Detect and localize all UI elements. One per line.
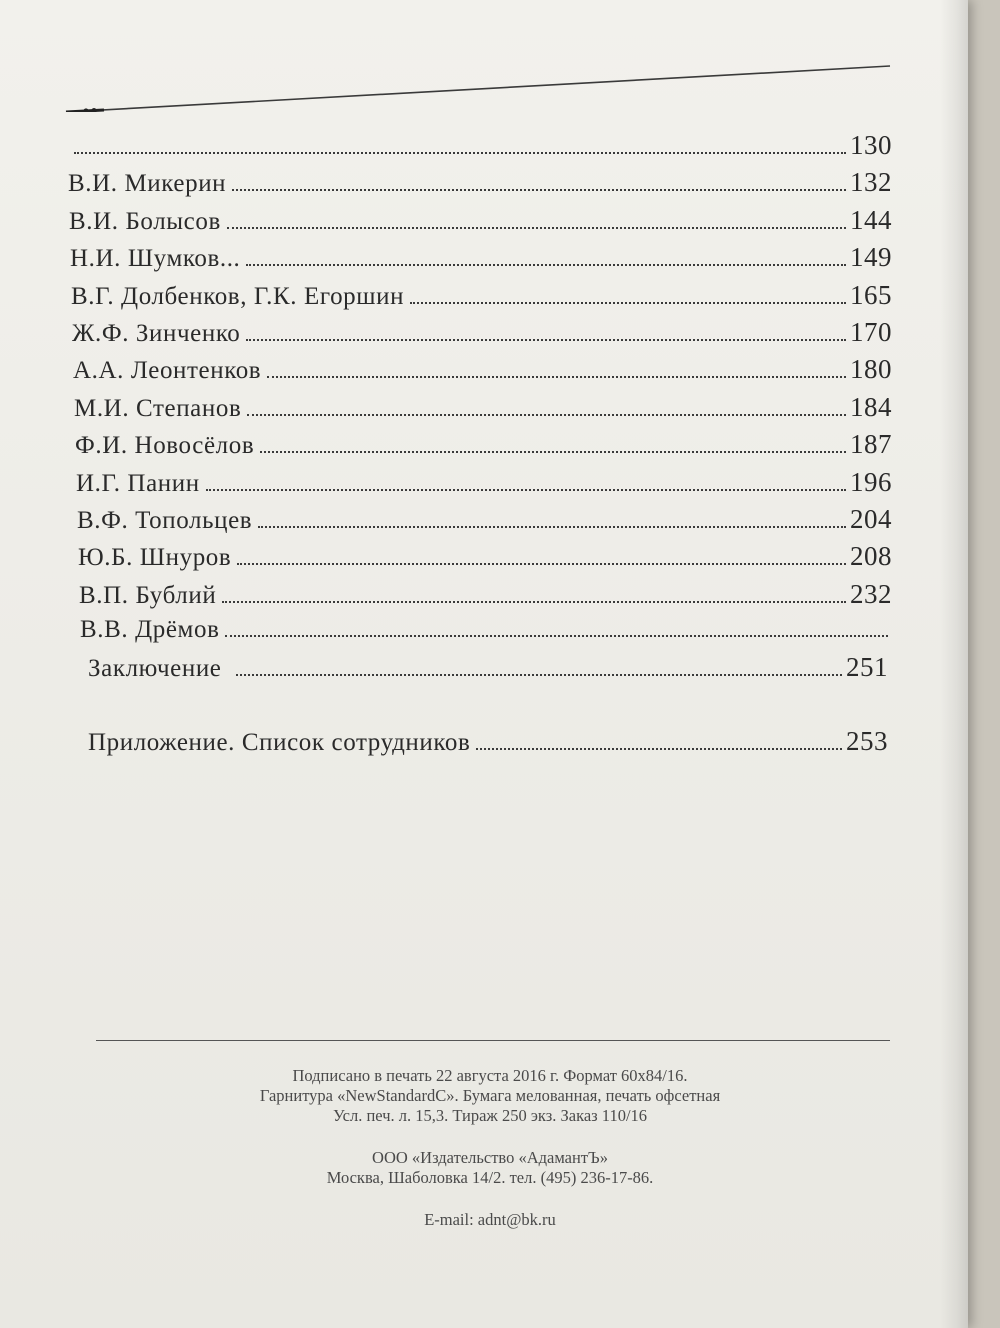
toc-entry-name: Н.И. Шумков... [70, 245, 241, 273]
toc-entry-name: Приложение. Список сотрудников [88, 729, 471, 756]
toc-entry-page: 232 [850, 578, 892, 609]
toc-conclusion-section [88, 652, 888, 689]
header-ornament-rule [64, 64, 892, 112]
imprint-block [100, 1066, 880, 1230]
toc-entry-page: 196 [850, 466, 892, 497]
imprint-signed-line: Подписано в печать 22 августа 2016 г. Формат 60х84/16. [292, 1066, 688, 1085]
dot-leader [267, 375, 846, 378]
toc-entry[interactable] [68, 130, 892, 167]
toc-entry-page: 251 [846, 652, 888, 682]
toc-entry-page: 170 [850, 316, 892, 347]
dot-leader [258, 525, 846, 528]
toc-entry-name: Ю.Б. Шнуров [78, 544, 232, 572]
toc-entry[interactable] [69, 205, 892, 242]
dot-leader [236, 673, 843, 676]
imprint-email[interactable]: E-mail: adnt@bk.ru [424, 1210, 556, 1229]
toc-entry-name: М.И. Степанов [74, 394, 242, 422]
dot-leader [247, 413, 846, 416]
imprint-divider [96, 1040, 890, 1041]
toc-entry[interactable] [76, 467, 892, 504]
toc-entry-name: В.П. Бублий [79, 581, 217, 609]
toc-appendix-section [88, 726, 888, 763]
dot-leader [476, 747, 842, 750]
toc-entry-name: В.И. Болысов [69, 207, 221, 235]
toc-entry[interactable] [68, 167, 892, 204]
imprint-publisher: ООО «Издательство «АдамантЪ» [372, 1148, 608, 1167]
toc-entry-page: 165 [850, 279, 892, 310]
imprint-print-run-line: Усл. печ. л. 15,3. Тираж 250 экз. Заказ 110/16 [332, 1106, 648, 1125]
dot-leader [225, 634, 888, 637]
dot-leader [222, 600, 846, 603]
toc-entry-page: 253 [846, 726, 888, 756]
toc-entry-page: 132 [850, 167, 892, 198]
toc-entry-page: 187 [850, 429, 892, 460]
toc-entry[interactable] [70, 242, 892, 279]
toc-entry-name: И.Г. Панин [76, 469, 200, 497]
dot-leader [74, 151, 846, 154]
dot-leader [227, 226, 846, 229]
dot-leader [237, 562, 846, 565]
toc-entry[interactable] [78, 541, 892, 578]
toc-entry-page: 130 [850, 130, 892, 160]
toc-entry-name: В.Ф. Топольцев [77, 506, 253, 534]
dot-leader [260, 450, 846, 453]
toc-entry[interactable] [74, 392, 892, 429]
dot-leader [232, 188, 846, 191]
imprint-typeface-line: Гарнитура «NewStandardC». Бумага мелованная, печать офсетная [259, 1086, 721, 1105]
imprint-spacer [100, 1126, 880, 1148]
toc-entry[interactable] [73, 354, 892, 391]
table-of-contents [66, 130, 892, 653]
toc-entry-page: 204 [850, 503, 892, 534]
toc-entry[interactable] [77, 504, 892, 541]
dot-leader [246, 263, 846, 266]
toc-entry-name: Ж.Ф. Зинченко [72, 319, 241, 347]
toc-entry-name: Заключение [88, 655, 222, 682]
toc-entry-page: 144 [850, 204, 892, 235]
toc-entry-page: 149 [850, 242, 892, 273]
toc-entry-name: А.А. Леонтенков [73, 357, 262, 385]
toc-entry[interactable] [79, 579, 892, 616]
dot-leader [246, 338, 846, 341]
toc-entry-name: Ф.И. Новосёлов [75, 432, 255, 460]
toc-entry[interactable] [80, 616, 892, 653]
toc-entry-name: В.Г. Долбенков, Г.К. Егоршин [71, 282, 405, 310]
toc-entry-page: 208 [850, 541, 892, 572]
toc-entry-page: 184 [850, 391, 892, 422]
page-edge-shadow [940, 0, 968, 1328]
toc-entry-page: 180 [850, 354, 892, 385]
dot-leader [410, 301, 846, 304]
toc-entry-appendix[interactable] [88, 726, 888, 763]
imprint-address: Москва, Шаболовка 14/2. тел. (495) 236-17-86. [326, 1168, 654, 1187]
toc-entry[interactable] [71, 280, 892, 317]
toc-entry-conclusion[interactable] [88, 652, 888, 689]
toc-entry[interactable] [75, 429, 892, 466]
dot-leader [206, 488, 846, 491]
toc-entry-name: В.И. Микерин [68, 170, 227, 198]
toc-entry-name: В.В. Дрёмов [80, 616, 220, 644]
toc-entry[interactable] [72, 317, 892, 354]
